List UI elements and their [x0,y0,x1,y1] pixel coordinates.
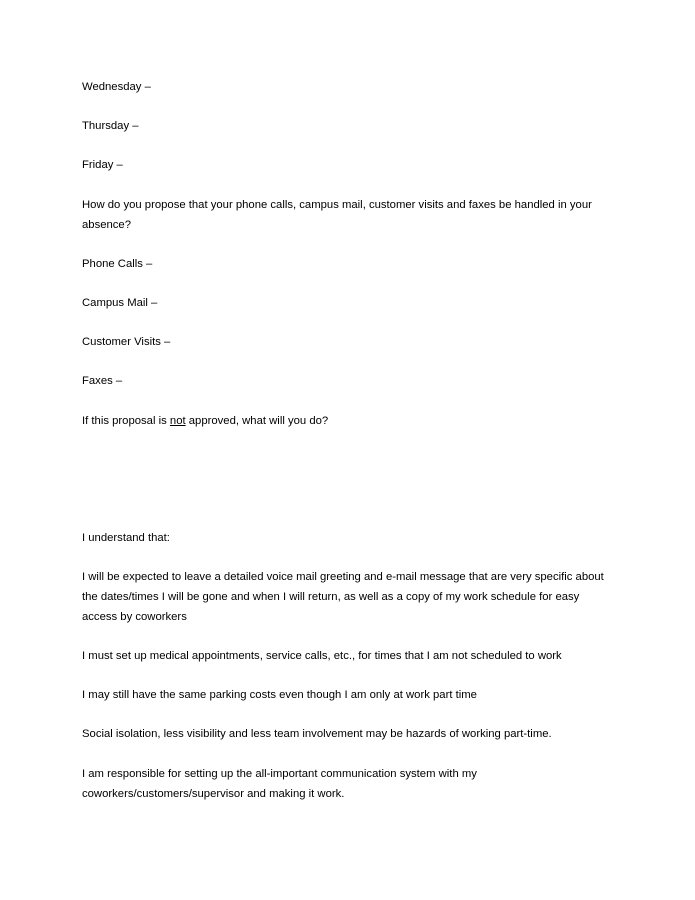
handling-faxes: Faxes – [82,375,123,387]
question-not-approved [82,411,328,431]
question-not-approved-before: If this proposal is [82,415,170,427]
day-wednesday: Wednesday – [82,81,151,93]
question-handling: How do you propose that your phone calls, campus mail, customer visits and faxes be handled in your absence? [82,199,592,231]
handling-phone-calls: Phone Calls – [82,258,153,270]
understand-item-appointments: I must set up medical appointments, service calls, etc., for times that I am not scheduled to work [82,650,562,662]
understand-item-parking: I may still have the same parking costs even though I am only at work part time [82,689,477,701]
understand-item-isolation: Social isolation, less visibility and less team involvement may be hazards of working part-time. [82,728,552,740]
question-not-approved-emphasis: not [169,415,186,427]
understand-item-communication: I am responsible for setting up the all-important communication system with my coworkers/customers/supervisor and making it work. [82,768,477,800]
question-not-approved-after: approved, what will you do? [185,415,329,427]
handling-campus-mail: Campus Mail – [82,297,158,309]
understand-item-voicemail: I will be expected to leave a detailed voice mail greeting and e-mail message that are very specific about the dates/times I will be gone and when I will return, as well as a copy of my work schedule for easy access by coworkers [82,571,604,623]
handling-customer-visits: Customer Visits – [82,336,171,348]
day-friday: Friday – [82,159,123,171]
day-thursday: Thursday – [82,120,139,132]
understand-heading: I understand that: [82,532,170,544]
